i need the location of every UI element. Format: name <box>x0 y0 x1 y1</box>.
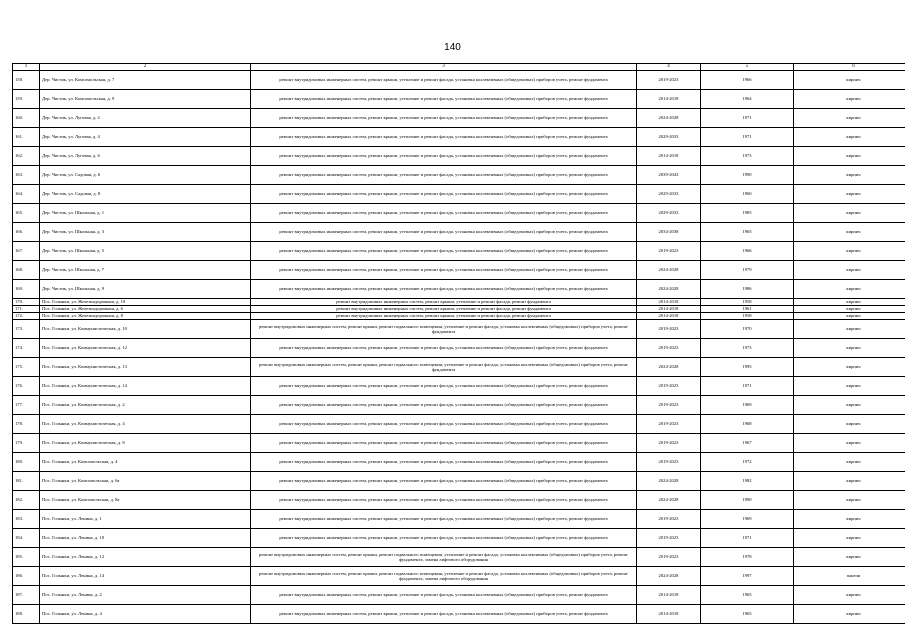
year-cell: 1965 <box>701 223 794 242</box>
year-cell: 1966 <box>701 71 794 90</box>
address-cell: Пос. Голынки, ул. Коммунистическая, д. 13 <box>40 358 251 377</box>
table-row <box>13 567 905 586</box>
row-number-cell: 185. <box>13 548 40 567</box>
table-row <box>13 223 905 242</box>
material-cell: кирпич <box>794 396 905 415</box>
address-cell: Дер. Чистик, ул. Школьная, д. 1 <box>40 204 251 223</box>
material-cell: кирпич <box>794 453 905 472</box>
address-cell: Пос. Голынки, ул. Ленина, д. 14 <box>40 567 251 586</box>
year-cell: 1979 <box>701 261 794 280</box>
address-cell: Пос. Голынки, ул. Ленина, д. 1 <box>40 510 251 529</box>
material-cell: кирпич <box>794 223 905 242</box>
row-number-cell: 169. <box>13 280 40 299</box>
row-number-cell: 187. <box>13 586 40 605</box>
works-cell: ремонт внутридомовых инженерных систем, ремонт крыши, утепление и ремонт фасада, установка коллективных (общедомовых) приборов учета, ремонт фундамента <box>251 242 637 261</box>
table-row <box>13 185 905 204</box>
year-cell: 1966 <box>701 242 794 261</box>
works-cell: ремонт внутридомовых инженерных систем, ремонт крыши, ремонт подвального помещения, утепление и ремонт фасада, установка коллективных (общедомовых) приборов учета, ремонт фундамента <box>251 320 637 339</box>
row-number-cell: 177. <box>13 396 40 415</box>
table-row <box>13 166 905 185</box>
table-row <box>13 280 905 299</box>
material-cell: кирпич <box>794 204 905 223</box>
year-cell: 1990 <box>701 491 794 510</box>
address-cell: Дер. Чистик, ул. Садовая, д. 8 <box>40 185 251 204</box>
works-cell: ремонт внутридомовых инженерных систем, ремонт крыши, утепление и ремонт фасада, ремонт фундамента <box>251 306 637 313</box>
works-cell: ремонт внутридомовых инженерных систем, ремонт крыши, утепление и ремонт фасада, установка коллективных (общедомовых) приборов учета, ремонт фундамента <box>251 280 637 299</box>
row-number-cell: 159. <box>13 90 40 109</box>
works-cell: ремонт внутридомовых инженерных систем, ремонт крыши, утепление и ремонт фасада, установка коллективных (общедомовых) приборов учета, ремонт фундамента <box>251 453 637 472</box>
row-number-cell: 172. <box>13 313 40 320</box>
page-number: 140 <box>444 42 461 53</box>
row-number-cell: 161. <box>13 128 40 147</box>
row-number-cell: 186. <box>13 567 40 586</box>
material-cell: кирпич <box>794 434 905 453</box>
address-cell: Пос. Голынки, ул. Коммунистическая, д. 8 <box>40 434 251 453</box>
table-row <box>13 109 905 128</box>
material-cell: кирпич <box>794 586 905 605</box>
row-number-cell: 178. <box>13 415 40 434</box>
column-header: 5 <box>701 64 794 71</box>
period-cell: 2014-2018 <box>637 313 701 320</box>
material-cell: кирпич <box>794 510 905 529</box>
address-cell: Пос. Голынки, ул. Коммунистическая, д. 2 <box>40 396 251 415</box>
row-number-cell: 171. <box>13 306 40 313</box>
column-header: 2 <box>40 64 251 71</box>
row-number-cell: 158. <box>13 71 40 90</box>
period-cell: 2024-2028 <box>637 358 701 377</box>
table-row <box>13 242 905 261</box>
year-cell: 1958 <box>701 299 794 306</box>
year-cell: 1971 <box>701 529 794 548</box>
material-cell: панели <box>794 567 905 586</box>
material-cell: кирпич <box>794 415 905 434</box>
material-cell: кирпич <box>794 605 905 624</box>
works-cell: ремонт внутридомовых инженерных систем, ремонт крыши, утепление и ремонт фасада, установка коллективных (общедомовых) приборов учета, ремонт фундамента <box>251 491 637 510</box>
address-cell: Пос. Голынки, ул. Железнодорожная, д. 6 <box>40 306 251 313</box>
year-cell: 1995 <box>701 358 794 377</box>
year-cell: 1972 <box>701 453 794 472</box>
works-cell: ремонт внутридомовых инженерных систем, ремонт крыши, утепление и ремонт фасада, установка коллективных (общедомовых) приборов учета, ремонт фундамента <box>251 204 637 223</box>
works-cell: ремонт внутридомовых инженерных систем, ремонт крыши, ремонт подвального помещения, утепление и ремонт фасада, установка коллективных (общедомовых) приборов учета, ремонт фундамента, замена лифтового оборудования <box>251 548 637 567</box>
address-cell: Пос. Голынки, ул. Железнодорожная, д. 10 <box>40 299 251 306</box>
table-row <box>13 453 905 472</box>
year-cell: 1965 <box>701 605 794 624</box>
address-cell: Дер. Чистик, ул. Луговая, д. 6 <box>40 147 251 166</box>
period-cell: 2019-2023 <box>637 242 701 261</box>
material-cell: кирпич <box>794 472 905 491</box>
column-header: 1 <box>13 64 40 71</box>
row-number-cell: 164. <box>13 185 40 204</box>
table-row <box>13 605 905 624</box>
table-header-row <box>13 64 905 71</box>
address-cell: Дер. Чистик, ул. Школьная, д. 7 <box>40 261 251 280</box>
table-row <box>13 313 905 320</box>
year-cell: 1986 <box>701 280 794 299</box>
table-row <box>13 71 905 90</box>
year-cell: 1997 <box>701 567 794 586</box>
works-cell: ремонт внутридомовых инженерных систем, ремонт крыши, утепление и ремонт фасада, установка коллективных (общедомовых) приборов учета, ремонт фундамента <box>251 71 637 90</box>
year-cell: 1968 <box>701 415 794 434</box>
year-cell: 1961 <box>701 306 794 313</box>
period-cell: 2024-2028 <box>637 472 701 491</box>
year-cell: 1969 <box>701 510 794 529</box>
column-header: 3 <box>251 64 637 71</box>
works-cell: ремонт внутридомовых инженерных систем, ремонт крыши, утепление и ремонт фасада, установка коллективных (общедомовых) приборов учета, ремонт фундамента <box>251 223 637 242</box>
address-cell: Пос. Голынки, ул. Ленина, д. 2 <box>40 586 251 605</box>
table-row <box>13 339 905 358</box>
works-cell: ремонт внутридомовых инженерных систем, ремонт крыши, утепление и ремонт фасада, установка коллективных (общедомовых) приборов учета, ремонт фундамента <box>251 586 637 605</box>
works-cell: ремонт внутридомовых инженерных систем, ремонт крыши, утепление и ремонт фасада, ремонт фундамента <box>251 299 637 306</box>
column-header: 4 <box>637 64 701 71</box>
address-cell: Дер. Чистик, ул. Школьная, д. 3 <box>40 223 251 242</box>
table-row <box>13 415 905 434</box>
table-row <box>13 128 905 147</box>
works-cell: ремонт внутридомовых инженерных систем, ремонт крыши, утепление и ремонт фасада, установка коллективных (общедомовых) приборов учета, ремонт фундамента <box>251 472 637 491</box>
row-number-cell: 175. <box>13 358 40 377</box>
table-row <box>13 261 905 280</box>
material-cell: кирпич <box>794 128 905 147</box>
address-cell: Пос. Голынки, ул. Ленина, д. 4 <box>40 605 251 624</box>
address-cell: Пос. Голынки, ул. Ленина, д. 10 <box>40 529 251 548</box>
period-cell: 2029-2033 <box>637 185 701 204</box>
address-cell: Пос. Голынки, ул. Железнодорожная, д. 8 <box>40 313 251 320</box>
works-cell: ремонт внутридомовых инженерных систем, ремонт крыши, ремонт подвального помещения, утепление и ремонт фасада, установка коллективных (общедомовых) приборов учета, ремонт фундамента <box>251 358 637 377</box>
year-cell: 1973 <box>701 147 794 166</box>
row-number-cell: 184. <box>13 529 40 548</box>
material-cell: кирпич <box>794 109 905 128</box>
works-cell: ремонт внутридомовых инженерных систем, ремонт крыши, утепление и ремонт фасада, установка коллективных (общедомовых) приборов учета, ремонт фундамента <box>251 510 637 529</box>
period-cell: 2024-2028 <box>637 491 701 510</box>
address-cell: Пос. Голынки, ул. Комсомольская, д. 8а <box>40 491 251 510</box>
column-header: 6 <box>794 64 905 71</box>
row-number-cell: 179. <box>13 434 40 453</box>
address-cell: Пос. Голынки, ул. Ленина, д. 12 <box>40 548 251 567</box>
works-cell: ремонт внутридомовых инженерных систем, ремонт крыши, утепление и ремонт фасада, установка коллективных (общедомовых) приборов учета, ремонт фундамента <box>251 90 637 109</box>
year-cell: 1960 <box>701 185 794 204</box>
table-row <box>13 396 905 415</box>
year-cell: 1967 <box>701 434 794 453</box>
year-cell: 1965 <box>701 586 794 605</box>
table-row <box>13 204 905 223</box>
year-cell: 1958 <box>701 313 794 320</box>
works-cell: ремонт внутридомовых инженерных систем, ремонт крыши, ремонт подвального помещения, утепление и ремонт фасада, установка коллективных (общедомовых) приборов учета, ремонт фундамента, замена лифтового оборудования <box>251 567 637 586</box>
year-cell: 1970 <box>701 320 794 339</box>
works-cell: ремонт внутридомовых инженерных систем, ремонт крыши, утепление и ремонт фасада, установка коллективных (общедомовых) приборов учета, ремонт фундамента <box>251 261 637 280</box>
period-cell: 2014-2018 <box>637 90 701 109</box>
works-cell: ремонт внутридомовых инженерных систем, ремонт крыши, утепление и ремонт фасада, установка коллективных (общедомовых) приборов учета, ремонт фундамента <box>251 415 637 434</box>
row-number-cell: 163. <box>13 166 40 185</box>
works-cell: ремонт внутридомовых инженерных систем, ремонт крыши, утепление и ремонт фасада, установка коллективных (общедомовых) приборов учета, ремонт фундамента <box>251 128 637 147</box>
row-number-cell: 174. <box>13 339 40 358</box>
material-cell: кирпич <box>794 306 905 313</box>
period-cell: 2019-2023 <box>637 529 701 548</box>
table-row <box>13 358 905 377</box>
works-cell: ремонт внутридомовых инженерных систем, ремонт крыши, утепление и ремонт фасада, установка коллективных (общедомовых) приборов учета, ремонт фундамента <box>251 529 637 548</box>
address-cell: Пос. Голынки, ул. Комсомольская, д. 6а <box>40 472 251 491</box>
year-cell: 1978 <box>701 548 794 567</box>
row-number-cell: 168. <box>13 261 40 280</box>
material-cell: кирпич <box>794 261 905 280</box>
material-cell: кирпич <box>794 185 905 204</box>
row-number-cell: 188. <box>13 605 40 624</box>
row-number-cell: 170. <box>13 299 40 306</box>
material-cell: кирпич <box>794 242 905 261</box>
material-cell: кирпич <box>794 90 905 109</box>
period-cell: 2034-2038 <box>637 223 701 242</box>
material-cell: кирпич <box>794 320 905 339</box>
address-cell: Дер. Чистик, ул. Луговая, д. 4 <box>40 128 251 147</box>
address-cell: Дер. Чистик, ул. Комсомольская, д. 9 <box>40 90 251 109</box>
year-cell: 1971 <box>701 128 794 147</box>
period-cell: 2024-2028 <box>637 109 701 128</box>
material-cell: кирпич <box>794 339 905 358</box>
works-cell: ремонт внутридомовых инженерных систем, ремонт крыши, утепление и ремонт фасада, установка коллективных (общедомовых) приборов учета, ремонт фундамента <box>251 147 637 166</box>
period-cell: 2014-2018 <box>637 306 701 313</box>
table-row <box>13 299 905 306</box>
table-row <box>13 586 905 605</box>
year-cell: 1964 <box>701 90 794 109</box>
table-row <box>13 529 905 548</box>
buildings-table <box>12 63 905 624</box>
material-cell: кирпич <box>794 313 905 320</box>
table-row <box>13 306 905 313</box>
row-number-cell: 160. <box>13 109 40 128</box>
period-cell: 2024-2028 <box>637 261 701 280</box>
period-cell: 2029-2033 <box>637 204 701 223</box>
period-cell: 2024-2028 <box>637 567 701 586</box>
material-cell: кирпич <box>794 71 905 90</box>
period-cell: 2014-2018 <box>637 605 701 624</box>
year-cell: 1971 <box>701 377 794 396</box>
works-cell: ремонт внутридомовых инженерных систем, ремонт крыши, утепление и ремонт фасада, установка коллективных (общедомовых) приборов учета, ремонт фундамента <box>251 339 637 358</box>
period-cell: 2019-2023 <box>637 377 701 396</box>
table-row <box>13 491 905 510</box>
table-row <box>13 320 905 339</box>
material-cell: кирпич <box>794 548 905 567</box>
address-cell: Пос. Голынки, ул. Комсомольская, д. 4 <box>40 453 251 472</box>
material-cell: кирпич <box>794 529 905 548</box>
table-row <box>13 472 905 491</box>
period-cell: 2039-2043 <box>637 166 701 185</box>
row-number-cell: 162. <box>13 147 40 166</box>
table-row <box>13 434 905 453</box>
material-cell: кирпич <box>794 358 905 377</box>
period-cell: 2019-2023 <box>637 453 701 472</box>
works-cell: ремонт внутридомовых инженерных систем, ремонт крыши, утепление и ремонт фасада, установка коллективных (общедомовых) приборов учета, ремонт фундамента <box>251 166 637 185</box>
material-cell: кирпич <box>794 166 905 185</box>
material-cell: кирпич <box>794 299 905 306</box>
year-cell: 1973 <box>701 339 794 358</box>
table-row <box>13 548 905 567</box>
works-cell: ремонт внутридомовых инженерных систем, ремонт крыши, утепление и ремонт фасада, установка коллективных (общедомовых) приборов учета, ремонт фундамента <box>251 109 637 128</box>
works-cell: ремонт внутридомовых инженерных систем, ремонт крыши, утепление и ремонт фасада, установка коллективных (общедомовых) приборов учета, ремонт фундамента <box>251 605 637 624</box>
material-cell: кирпич <box>794 147 905 166</box>
period-cell: 2014-2018 <box>637 147 701 166</box>
table-row <box>13 510 905 529</box>
row-number-cell: 182. <box>13 491 40 510</box>
works-cell: ремонт внутридомовых инженерных систем, ремонт крыши, утепление и ремонт фасада, установка коллективных (общедомовых) приборов учета, ремонт фундамента <box>251 396 637 415</box>
period-cell: 2019-2023 <box>637 71 701 90</box>
row-number-cell: 183. <box>13 510 40 529</box>
period-cell: 2029-2033 <box>637 128 701 147</box>
works-cell: ремонт внутридомовых инженерных систем, ремонт крыши, утепление и ремонт фасада, установка коллективных (общедомовых) приборов учета, ремонт фундамента <box>251 377 637 396</box>
period-cell: 2019-2023 <box>637 396 701 415</box>
address-cell: Дер. Чистик, ул. Школьная, д. 9 <box>40 280 251 299</box>
row-number-cell: 173. <box>13 320 40 339</box>
row-number-cell: 167. <box>13 242 40 261</box>
year-cell: 1971 <box>701 109 794 128</box>
table-row <box>13 90 905 109</box>
period-cell: 2019-2023 <box>637 320 701 339</box>
year-cell: 1990 <box>701 166 794 185</box>
address-cell: Дер. Чистик, ул. Комсомольская, д. 7 <box>40 71 251 90</box>
works-cell: ремонт внутридомовых инженерных систем, ремонт крыши, утепление и ремонт фасада, ремонт фундамента <box>251 313 637 320</box>
address-cell: Пос. Голынки, ул. Коммунистическая, д. 10 <box>40 320 251 339</box>
table-row <box>13 377 905 396</box>
table-row <box>13 147 905 166</box>
row-number-cell: 165. <box>13 204 40 223</box>
row-number-cell: 180. <box>13 453 40 472</box>
row-number-cell: 166. <box>13 223 40 242</box>
period-cell: 2019-2023 <box>637 339 701 358</box>
material-cell: кирпич <box>794 377 905 396</box>
material-cell: кирпич <box>794 280 905 299</box>
works-cell: ремонт внутридомовых инженерных систем, ремонт крыши, утепление и ремонт фасада, установка коллективных (общедомовых) приборов учета, ремонт фундамента <box>251 185 637 204</box>
period-cell: 2019-2023 <box>637 548 701 567</box>
address-cell: Пос. Голынки, ул. Коммунистическая, д. 4 <box>40 415 251 434</box>
year-cell: 1985 <box>701 204 794 223</box>
address-cell: Дер. Чистик, ул. Школьная, д. 5 <box>40 242 251 261</box>
period-cell: 2019-2023 <box>637 434 701 453</box>
material-cell: кирпич <box>794 491 905 510</box>
address-cell: Пос. Голынки, ул. Коммунистическая, д. 12 <box>40 339 251 358</box>
period-cell: 2014-2018 <box>637 299 701 306</box>
year-cell: 1982 <box>701 472 794 491</box>
row-number-cell: 181. <box>13 472 40 491</box>
address-cell: Дер. Чистик, ул. Садовая, д. 6 <box>40 166 251 185</box>
year-cell: 1969 <box>701 396 794 415</box>
address-cell: Дер. Чистик, ул. Луговая, д. 2 <box>40 109 251 128</box>
works-cell: ремонт внутридомовых инженерных систем, ремонт крыши, утепление и ремонт фасада, установка коллективных (общедомовых) приборов учета, ремонт фундамента <box>251 434 637 453</box>
period-cell: 2024-2028 <box>637 280 701 299</box>
address-cell: Пос. Голынки, ул. Коммунистическая, д. 14 <box>40 377 251 396</box>
period-cell: 2019-2023 <box>637 510 701 529</box>
row-number-cell: 176. <box>13 377 40 396</box>
period-cell: 2014-2018 <box>637 586 701 605</box>
period-cell: 2019-2023 <box>637 415 701 434</box>
